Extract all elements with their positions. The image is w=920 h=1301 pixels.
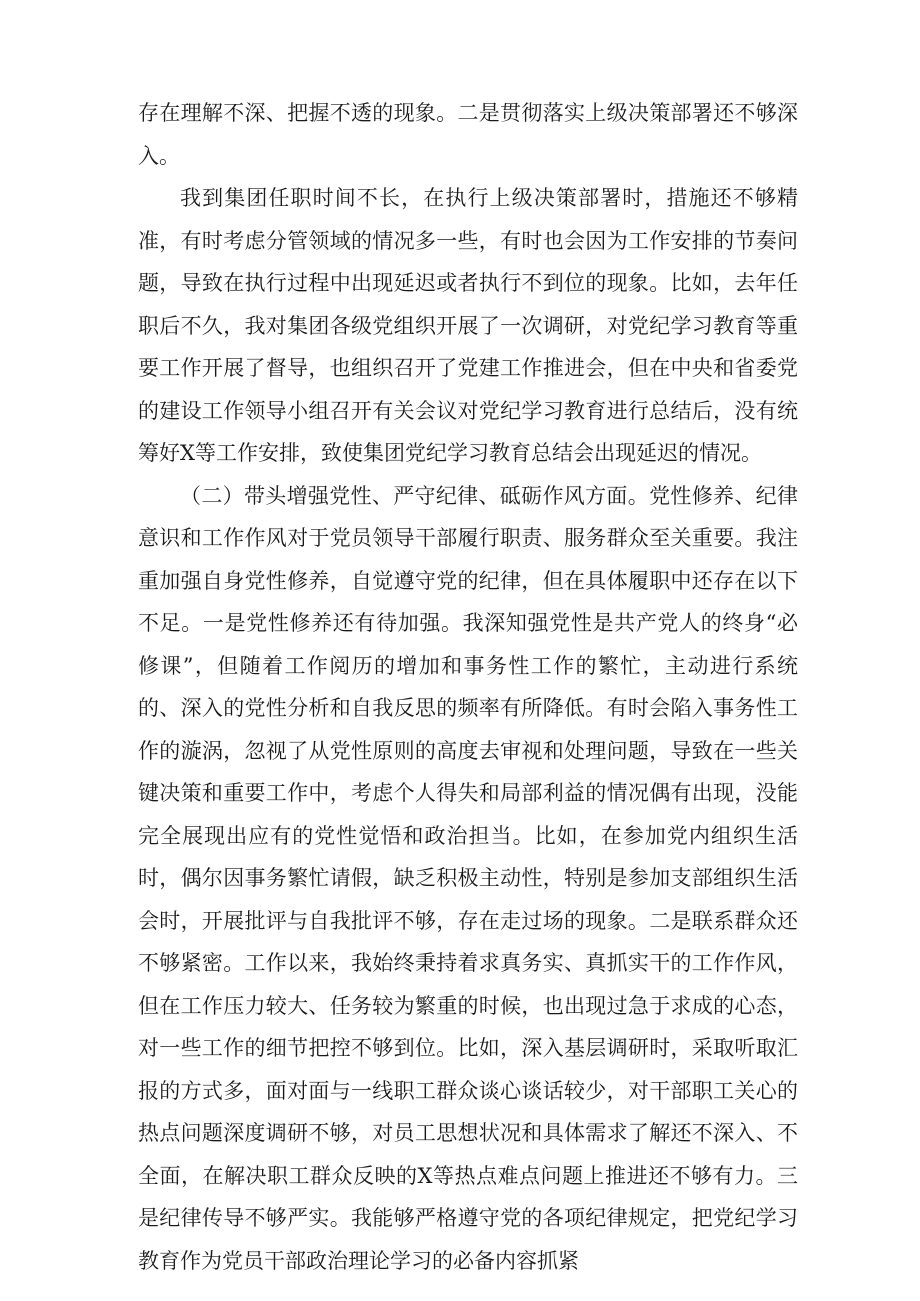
- paragraph-section-two: （二）带头增强党性、严守纪律、砥砺作风方面。党性修养、纪律意识和工作作风对于党员领导干部履行职责、服务群众至关重要。我注重加强自身党性修养，自觉遵守党的纪律，但在具体履职中还存在以下不足。一是党性修养还有待加强。我深知强党性是共产党人的终身“必修课”，但随着工作阅历的增加和事务性工作的繁忙，主动进行系统的、深入的党性分析和自我反思的频率有所降低。有时会陷入事务性工作的漩涡，忽视了从党性原则的高度去审视和处理问题，导致在一些关键决策和重要工作中，考虑个人得失和局部利益的情况偶有出现，没能完全展现出应有的党性觉悟和政治担当。比如，在参加党内组织生活时，偶尔因事务繁忙请假，缺乏积极主动性，特别是参加支部组织生活会时，开展批评与自我批评不够，存在走过场的现象。二是联系群众还不够紧密。工作以来，我始终秉持着求真务实、真抓实干的工作作风，但在工作压力较大、任务较为繁重的时候，也出现过急于求成的心态，对一些工作的细节把控不够到位。比如，深入基层调研时，采取听取汇报的方式多，面对面与一线职工群众谈心谈话较少，对干部职工关心的热点问题深度调研不够，对员工思想状况和具体需求了解还不深入、不全面，在解决职工群众反映的X等热点难点问题上推进还不够有力。三是纪律传导不够严实。我能够严格遵守党的各项纪律规定，把党纪学习教育作为党员干部政治理论学习的必备内容抓紧: [138, 483, 798, 1273]
- paragraph-execution-issue: 我到集团任职时间不长，在执行上级决策部署时，措施还不够精准，有时考虑分管领域的情况多一些，有时也会因为工作安排的节奏问题，导致在执行过程中出现延迟或者执行不到位的现象。比如，去年任职后不久，我对集团各级党组织开展了一次调研，对党纪学习教育等重要工作开展了督导，也组织召开了党建工作推进会，但在中央和省委党的建设工作领导小组召开有关会议对党纪学习教育进行总结后，没有统筹好X等工作安排，致使集团党纪学习教育总结会出现延迟的情况。: [138, 186, 798, 465]
- document-body: [138, 92, 798, 1282]
- paragraph-continuation: 存在理解不深、把握不透的现象。二是贯彻落实上级决策部署还不够深入。: [138, 101, 798, 168]
